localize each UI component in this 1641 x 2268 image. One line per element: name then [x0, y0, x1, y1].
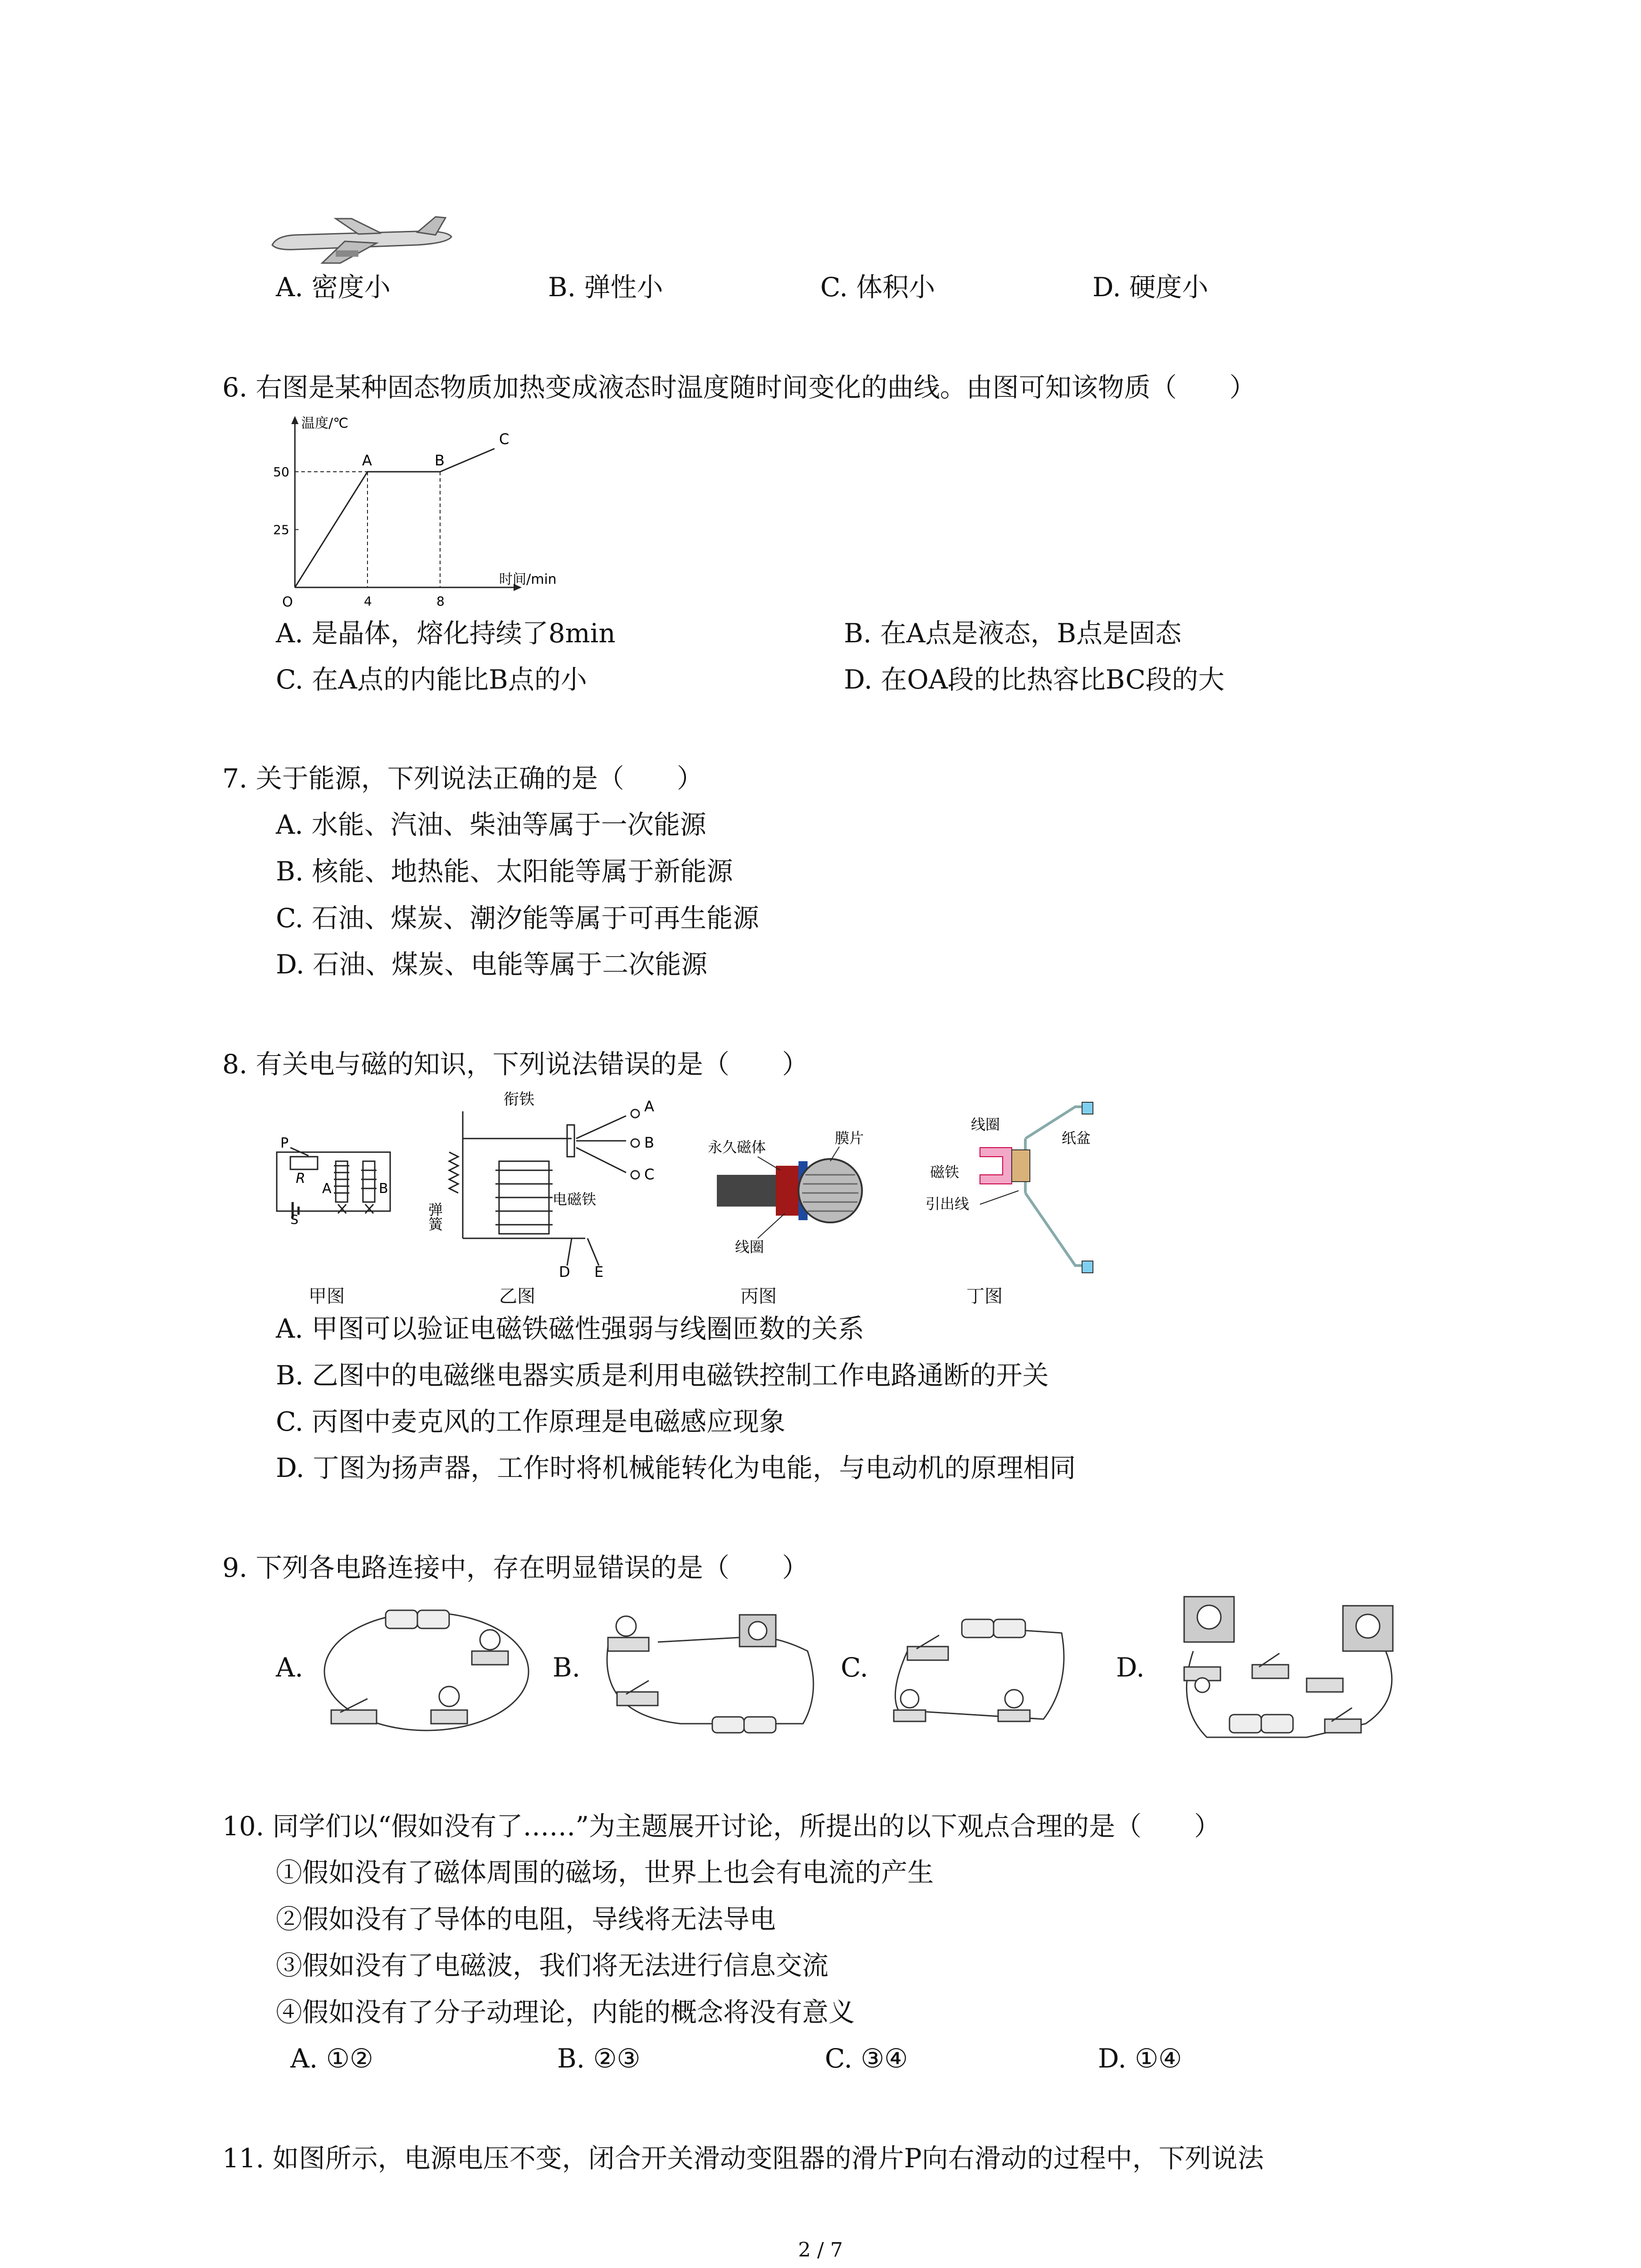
q6-option-c: C. 在A点的内能比B点的小	[276, 664, 587, 695]
q6-option-b: B. 在A点是液态，B点是固态	[844, 618, 1182, 649]
q9-letter-b: B.	[553, 1652, 581, 1683]
jia-label-s: S	[290, 1212, 299, 1227]
point-label-a: A	[362, 452, 372, 469]
q6-option-d: D. 在OA段的比热容比BC段的大	[844, 664, 1225, 695]
jia-label-r: R	[296, 1171, 305, 1187]
q9-letter-d: D.	[1116, 1652, 1145, 1683]
q8-figure-jia	[268, 1134, 404, 1225]
bing-label-coil: 线圈	[735, 1238, 764, 1256]
yi-label-d: D	[559, 1263, 570, 1281]
q9-stem: 9. 下列各电路连接中，存在明显错误的是（ ）	[222, 1552, 808, 1583]
ding-label-magnet: 磁铁	[930, 1163, 960, 1181]
q7-stem: 7. 关于能源，下列说法正确的是（ ）	[222, 763, 703, 794]
airplane-image	[268, 213, 458, 268]
q10-option-a: A. ①②	[290, 2043, 373, 2074]
q9-circuit-d	[1171, 1588, 1416, 1751]
yi-label-c: C	[644, 1166, 655, 1183]
x-tick-label: 8	[436, 594, 445, 609]
q8-caption-ding: 丁图	[966, 1286, 1003, 1307]
x-tick-label: 4	[364, 594, 372, 609]
ding-label-coil: 线圈	[971, 1116, 1000, 1133]
origin-label: O	[282, 594, 293, 610]
q9-letter-c: C.	[841, 1652, 868, 1683]
q10-item-3: ③假如没有了电磁波，我们将无法进行信息交流	[276, 1950, 829, 1981]
q8-figure-bing	[708, 1125, 926, 1261]
q10-stem: 10. 同学们以“假如没有了……”为主题展开讨论，所提出的以下观点合理的是（ ）	[222, 1811, 1220, 1842]
q8-stem: 8. 有关电与磁的知识，下列说法错误的是（ ）	[222, 1049, 808, 1080]
q9-circuit-c	[880, 1601, 1080, 1742]
q8-caption-yi: 乙图	[499, 1286, 535, 1307]
q8-caption-bing: 丙图	[740, 1286, 777, 1307]
y-axis-arrow	[291, 416, 299, 424]
yi-label-spring: 弹簧	[426, 1202, 443, 1231]
q8-option-a: A. 甲图可以验证电磁铁磁性强弱与线圈匝数的关系	[276, 1313, 864, 1344]
q5-option-a: A. 密度小	[276, 272, 391, 303]
q10-item-1: ①假如没有了磁体周围的磁场，世界上也会有电流的产生	[276, 1857, 934, 1888]
q10-item-4: ④假如没有了分子动理论，内能的概念将没有意义	[276, 1997, 855, 2028]
q7-option-d: D. 石油、煤炭、电能等属于二次能源	[276, 949, 708, 980]
point-label-b: B	[435, 452, 445, 469]
q10-option-d: D. ①④	[1098, 2043, 1182, 2074]
q9-letter-a: A.	[276, 1652, 304, 1683]
ding-label-cone: 纸盆	[1062, 1129, 1091, 1147]
q5-option-c: C. 体积小	[820, 272, 936, 303]
q11-stem: 11. 如图所示，电源电压不变，闭合开关滑动变阻器的滑片P向右滑动的过程中，下列说法	[222, 2143, 1264, 2174]
temperature-curve	[295, 449, 495, 587]
yi-label-b: B	[644, 1134, 654, 1151]
q7-option-b: B. 核能、地热能、太阳能等属于新能源	[276, 856, 733, 887]
q6-option-a: A. 是晶体，熔化持续了8min	[276, 618, 616, 649]
q8-figure-ding	[921, 1098, 1134, 1279]
point-label-c: C	[499, 430, 509, 448]
q6-temperature-chart	[263, 411, 557, 610]
y-axis-label: 温度/℃	[301, 415, 348, 431]
bing-label-diaphragm: 膜片	[835, 1129, 864, 1147]
jia-label-p: P	[280, 1135, 289, 1151]
yi-label-electromagnet: 电磁铁	[553, 1191, 597, 1208]
q7-option-c: C. 石油、煤炭、潮汐能等属于可再生能源	[276, 903, 759, 934]
bing-label-magnet: 永久磁体	[708, 1139, 766, 1156]
q9-circuit-b	[590, 1601, 826, 1742]
yi-label-a: A	[644, 1098, 654, 1115]
q10-option-c: C. ③④	[825, 2043, 908, 2074]
q5-option-d: D. 硬度小	[1092, 272, 1209, 303]
q8-figure-yi	[426, 1089, 690, 1281]
q7-option-a: A. 水能、汽油、柴油等属于一次能源	[276, 809, 706, 840]
q8-caption-jia: 甲图	[309, 1286, 345, 1307]
x-axis-label: 时间/min	[499, 572, 557, 587]
q10-option-b: B. ②③	[557, 2043, 641, 2074]
q8-option-b: B. 乙图中的电磁继电器实质是利用电磁铁控制工作电路通断的开关	[276, 1360, 1049, 1391]
q10-item-2: ②假如没有了导体的电阻，导线将无法导电	[276, 1904, 776, 1935]
jia-label-b: B	[379, 1181, 388, 1197]
q5-option-b: B. 弹性小	[548, 272, 663, 303]
ding-label-lead: 引出线	[926, 1195, 970, 1212]
yi-label-armature: 衔铁	[504, 1090, 534, 1109]
q8-option-c: C. 丙图中麦克风的工作原理是电磁感应现象	[276, 1406, 786, 1437]
yi-label-e: E	[594, 1263, 604, 1281]
q8-option-d: D. 丁图为扬声器，工作时将机械能转化为电能，与电动机的原理相同	[276, 1452, 1076, 1483]
y-tick-label: 25	[273, 522, 289, 538]
jia-label-a: A	[322, 1181, 332, 1197]
q6-stem: 6. 右图是某种固态物质加热变成液态时温度随时间变化的曲线。由图可知该物质（ ）	[222, 372, 1256, 403]
y-tick-label: 50	[273, 464, 289, 479]
page-number: 2 / 7	[798, 2239, 843, 2262]
q9-circuit-a	[318, 1601, 535, 1742]
